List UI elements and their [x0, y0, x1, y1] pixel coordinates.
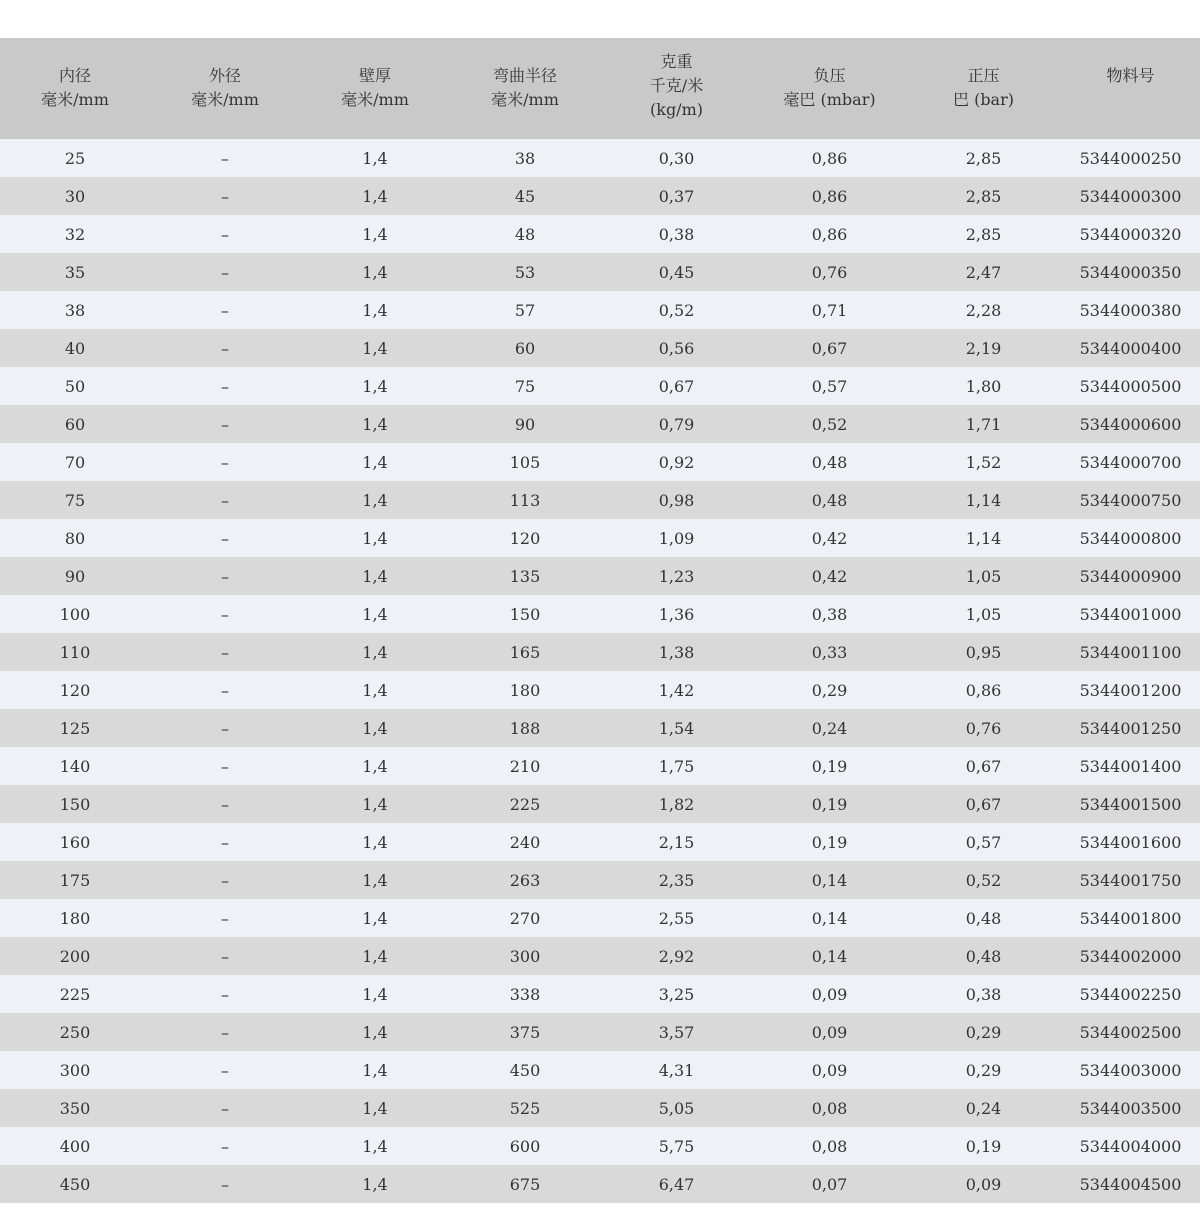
- header-outer-diameter: [150, 38, 300, 139]
- cell-material-number: 5344001500: [1061, 785, 1200, 823]
- cell-positive-pressure: 2,28: [906, 291, 1061, 329]
- table-row: [0, 785, 1200, 823]
- cell-material-number: 5344000250: [1061, 139, 1200, 177]
- cell-inner-diameter: 175: [0, 861, 150, 899]
- table-row: [0, 253, 1200, 291]
- cell-negative-pressure: 0,86: [753, 139, 906, 177]
- cell-bend-radius: 225: [450, 785, 600, 823]
- cell-material-number: 5344001200: [1061, 671, 1200, 709]
- cell-negative-pressure: 0,52: [753, 405, 906, 443]
- header-line: 毫米/mm: [191, 90, 259, 109]
- table-row: [0, 1165, 1200, 1203]
- cell-inner-diameter: 200: [0, 937, 150, 975]
- cell-weight: 1,09: [600, 519, 753, 557]
- cell-weight: 0,45: [600, 253, 753, 291]
- header-positive-pressure: [906, 38, 1061, 139]
- cell-wall-thickness: 1,4: [300, 595, 450, 633]
- header-line: 壁厚: [358, 66, 391, 85]
- cell-material-number: 5344000500: [1061, 367, 1200, 405]
- cell-positive-pressure: 0,86: [906, 671, 1061, 709]
- cell-weight: 6,47: [600, 1165, 753, 1203]
- cell-outer-diameter: –: [150, 823, 300, 861]
- cell-negative-pressure: 0,38: [753, 595, 906, 633]
- cell-negative-pressure: 0,86: [753, 177, 906, 215]
- header-line: 负压: [813, 66, 846, 85]
- cell-negative-pressure: 0,14: [753, 899, 906, 937]
- cell-inner-diameter: 50: [0, 367, 150, 405]
- cell-negative-pressure: 0,14: [753, 861, 906, 899]
- table-row: [0, 519, 1200, 557]
- cell-weight: 0,56: [600, 329, 753, 367]
- cell-wall-thickness: 1,4: [300, 823, 450, 861]
- cell-inner-diameter: 120: [0, 671, 150, 709]
- cell-positive-pressure: 0,52: [906, 861, 1061, 899]
- cell-wall-thickness: 1,4: [300, 405, 450, 443]
- header-line: 弯曲半径: [492, 66, 557, 85]
- cell-bend-radius: 525: [450, 1089, 600, 1127]
- cell-wall-thickness: 1,4: [300, 671, 450, 709]
- cell-bend-radius: 38: [450, 139, 600, 177]
- cell-inner-diameter: 25: [0, 139, 150, 177]
- cell-outer-diameter: –: [150, 671, 300, 709]
- cell-positive-pressure: 1,71: [906, 405, 1061, 443]
- cell-negative-pressure: 0,86: [753, 215, 906, 253]
- cell-positive-pressure: 1,05: [906, 595, 1061, 633]
- cell-inner-diameter: 70: [0, 443, 150, 481]
- cell-material-number: 5344001100: [1061, 633, 1200, 671]
- table-row: [0, 937, 1200, 975]
- cell-negative-pressure: 0,07: [753, 1165, 906, 1203]
- cell-outer-diameter: –: [150, 1013, 300, 1051]
- table-row: [0, 1013, 1200, 1051]
- cell-wall-thickness: 1,4: [300, 1013, 450, 1051]
- cell-outer-diameter: –: [150, 709, 300, 747]
- cell-weight: 1,36: [600, 595, 753, 633]
- cell-bend-radius: 60: [450, 329, 600, 367]
- table-row: [0, 177, 1200, 215]
- cell-bend-radius: 210: [450, 747, 600, 785]
- cell-weight: 4,31: [600, 1051, 753, 1089]
- cell-outer-diameter: –: [150, 405, 300, 443]
- cell-material-number: 5344000900: [1061, 557, 1200, 595]
- header-line: 毫米/mm: [41, 90, 109, 109]
- cell-inner-diameter: 450: [0, 1165, 150, 1203]
- table-row: [0, 405, 1200, 443]
- cell-outer-diameter: –: [150, 139, 300, 177]
- cell-material-number: 5344004500: [1061, 1165, 1200, 1203]
- cell-inner-diameter: 250: [0, 1013, 150, 1051]
- cell-positive-pressure: 0,76: [906, 709, 1061, 747]
- cell-wall-thickness: 1,4: [300, 633, 450, 671]
- cell-wall-thickness: 1,4: [300, 1089, 450, 1127]
- cell-outer-diameter: –: [150, 975, 300, 1013]
- cell-outer-diameter: –: [150, 785, 300, 823]
- cell-weight: 0,79: [600, 405, 753, 443]
- cell-inner-diameter: 400: [0, 1127, 150, 1165]
- cell-positive-pressure: 0,57: [906, 823, 1061, 861]
- cell-inner-diameter: 150: [0, 785, 150, 823]
- header-row: [0, 38, 1200, 139]
- cell-weight: 0,67: [600, 367, 753, 405]
- header-line: 巴 (bar): [952, 90, 1014, 109]
- cell-wall-thickness: 1,4: [300, 709, 450, 747]
- cell-bend-radius: 53: [450, 253, 600, 291]
- cell-bend-radius: 600: [450, 1127, 600, 1165]
- cell-wall-thickness: 1,4: [300, 861, 450, 899]
- cell-outer-diameter: –: [150, 1127, 300, 1165]
- cell-positive-pressure: 0,38: [906, 975, 1061, 1013]
- header-line: 毫巴 (mbar): [783, 90, 876, 109]
- cell-wall-thickness: 1,4: [300, 557, 450, 595]
- cell-wall-thickness: 1,4: [300, 329, 450, 367]
- header-line: 千克/米: [649, 76, 704, 95]
- cell-outer-diameter: –: [150, 367, 300, 405]
- cell-negative-pressure: 0,09: [753, 1051, 906, 1089]
- cell-negative-pressure: 0,29: [753, 671, 906, 709]
- cell-weight: 0,30: [600, 139, 753, 177]
- cell-negative-pressure: 0,67: [753, 329, 906, 367]
- cell-negative-pressure: 0,33: [753, 633, 906, 671]
- cell-material-number: 5344000600: [1061, 405, 1200, 443]
- cell-positive-pressure: 2,47: [906, 253, 1061, 291]
- cell-outer-diameter: –: [150, 291, 300, 329]
- cell-material-number: 5344000350: [1061, 253, 1200, 291]
- cell-material-number: 5344000750: [1061, 481, 1200, 519]
- cell-weight: 0,37: [600, 177, 753, 215]
- header-bend-radius: [450, 38, 600, 139]
- header-line: 外径: [208, 66, 241, 85]
- cell-wall-thickness: 1,4: [300, 1127, 450, 1165]
- cell-bend-radius: 75: [450, 367, 600, 405]
- cell-inner-diameter: 80: [0, 519, 150, 557]
- header-line: 毫米/mm: [491, 90, 559, 109]
- cell-bend-radius: 263: [450, 861, 600, 899]
- cell-bend-radius: 188: [450, 709, 600, 747]
- cell-inner-diameter: 140: [0, 747, 150, 785]
- table-row: [0, 443, 1200, 481]
- cell-positive-pressure: 2,85: [906, 139, 1061, 177]
- cell-wall-thickness: 1,4: [300, 975, 450, 1013]
- cell-negative-pressure: 0,19: [753, 823, 906, 861]
- table-row: [0, 1089, 1200, 1127]
- cell-outer-diameter: –: [150, 329, 300, 367]
- cell-outer-diameter: –: [150, 1089, 300, 1127]
- table-body: [0, 139, 1200, 1203]
- cell-bend-radius: 240: [450, 823, 600, 861]
- cell-negative-pressure: 0,48: [753, 481, 906, 519]
- cell-negative-pressure: 0,14: [753, 937, 906, 975]
- cell-weight: 1,82: [600, 785, 753, 823]
- cell-material-number: 5344002250: [1061, 975, 1200, 1013]
- cell-wall-thickness: 1,4: [300, 291, 450, 329]
- cell-positive-pressure: 0,19: [906, 1127, 1061, 1165]
- cell-wall-thickness: 1,4: [300, 481, 450, 519]
- cell-inner-diameter: 90: [0, 557, 150, 595]
- cell-positive-pressure: 0,48: [906, 899, 1061, 937]
- cell-positive-pressure: 1,14: [906, 519, 1061, 557]
- cell-outer-diameter: –: [150, 899, 300, 937]
- cell-outer-diameter: –: [150, 557, 300, 595]
- cell-material-number: 5344001800: [1061, 899, 1200, 937]
- cell-material-number: 5344000400: [1061, 329, 1200, 367]
- header-line: 克重: [660, 52, 693, 71]
- cell-inner-diameter: 60: [0, 405, 150, 443]
- cell-positive-pressure: 1,14: [906, 481, 1061, 519]
- table-row: [0, 747, 1200, 785]
- cell-inner-diameter: 180: [0, 899, 150, 937]
- cell-material-number: 5344001000: [1061, 595, 1200, 633]
- table-header: [0, 38, 1200, 139]
- cell-outer-diameter: –: [150, 1165, 300, 1203]
- cell-inner-diameter: 35: [0, 253, 150, 291]
- cell-weight: 1,38: [600, 633, 753, 671]
- cell-weight: 1,75: [600, 747, 753, 785]
- cell-outer-diameter: –: [150, 595, 300, 633]
- cell-wall-thickness: 1,4: [300, 443, 450, 481]
- table-row: [0, 633, 1200, 671]
- cell-outer-diameter: –: [150, 443, 300, 481]
- table-row: [0, 709, 1200, 747]
- cell-weight: 2,55: [600, 899, 753, 937]
- cell-wall-thickness: 1,4: [300, 1051, 450, 1089]
- cell-outer-diameter: –: [150, 215, 300, 253]
- header-material-number: [1061, 38, 1200, 139]
- table-row: [0, 557, 1200, 595]
- header-line: (kg/m): [650, 100, 703, 119]
- cell-negative-pressure: 0,71: [753, 291, 906, 329]
- cell-material-number: 5344000300: [1061, 177, 1200, 215]
- cell-weight: 5,05: [600, 1089, 753, 1127]
- cell-negative-pressure: 0,76: [753, 253, 906, 291]
- spec-table: [0, 38, 1200, 1203]
- cell-negative-pressure: 0,19: [753, 747, 906, 785]
- cell-material-number: 5344001750: [1061, 861, 1200, 899]
- table-row: [0, 215, 1200, 253]
- table-row: [0, 329, 1200, 367]
- cell-negative-pressure: 0,08: [753, 1089, 906, 1127]
- table-row: [0, 823, 1200, 861]
- cell-inner-diameter: 110: [0, 633, 150, 671]
- cell-inner-diameter: 32: [0, 215, 150, 253]
- cell-weight: 5,75: [600, 1127, 753, 1165]
- cell-wall-thickness: 1,4: [300, 367, 450, 405]
- cell-inner-diameter: 38: [0, 291, 150, 329]
- cell-positive-pressure: 0,48: [906, 937, 1061, 975]
- cell-material-number: 5344002500: [1061, 1013, 1200, 1051]
- cell-material-number: 5344001600: [1061, 823, 1200, 861]
- cell-weight: 0,92: [600, 443, 753, 481]
- cell-bend-radius: 113: [450, 481, 600, 519]
- cell-weight: 1,54: [600, 709, 753, 747]
- cell-wall-thickness: 1,4: [300, 253, 450, 291]
- cell-bend-radius: 300: [450, 937, 600, 975]
- cell-material-number: 5344001250: [1061, 709, 1200, 747]
- cell-outer-diameter: –: [150, 861, 300, 899]
- cell-bend-radius: 450: [450, 1051, 600, 1089]
- cell-weight: 0,98: [600, 481, 753, 519]
- cell-material-number: 5344003500: [1061, 1089, 1200, 1127]
- cell-positive-pressure: 2,85: [906, 177, 1061, 215]
- cell-material-number: 5344002000: [1061, 937, 1200, 975]
- table-row: [0, 367, 1200, 405]
- cell-wall-thickness: 1,4: [300, 899, 450, 937]
- cell-positive-pressure: 0,95: [906, 633, 1061, 671]
- table-row: [0, 975, 1200, 1013]
- cell-material-number: 5344000700: [1061, 443, 1200, 481]
- cell-bend-radius: 57: [450, 291, 600, 329]
- cell-outer-diameter: –: [150, 937, 300, 975]
- cell-inner-diameter: 350: [0, 1089, 150, 1127]
- cell-bend-radius: 165: [450, 633, 600, 671]
- cell-weight: 3,25: [600, 975, 753, 1013]
- cell-positive-pressure: 0,29: [906, 1013, 1061, 1051]
- cell-positive-pressure: 2,85: [906, 215, 1061, 253]
- table-row: [0, 899, 1200, 937]
- cell-material-number: 5344000380: [1061, 291, 1200, 329]
- cell-bend-radius: 90: [450, 405, 600, 443]
- cell-positive-pressure: 1,05: [906, 557, 1061, 595]
- table-row: [0, 481, 1200, 519]
- cell-material-number: 5344003000: [1061, 1051, 1200, 1089]
- cell-positive-pressure: 0,09: [906, 1165, 1061, 1203]
- cell-bend-radius: 180: [450, 671, 600, 709]
- cell-weight: 3,57: [600, 1013, 753, 1051]
- cell-wall-thickness: 1,4: [300, 215, 450, 253]
- cell-inner-diameter: 300: [0, 1051, 150, 1089]
- cell-material-number: 5344000800: [1061, 519, 1200, 557]
- cell-weight: 0,38: [600, 215, 753, 253]
- cell-bend-radius: 270: [450, 899, 600, 937]
- cell-inner-diameter: 40: [0, 329, 150, 367]
- header-line: 内径: [58, 66, 91, 85]
- cell-inner-diameter: 75: [0, 481, 150, 519]
- cell-bend-radius: 675: [450, 1165, 600, 1203]
- cell-wall-thickness: 1,4: [300, 937, 450, 975]
- cell-bend-radius: 338: [450, 975, 600, 1013]
- cell-material-number: 5344004000: [1061, 1127, 1200, 1165]
- cell-bend-radius: 120: [450, 519, 600, 557]
- cell-bend-radius: 105: [450, 443, 600, 481]
- cell-weight: 2,15: [600, 823, 753, 861]
- cell-negative-pressure: 0,24: [753, 709, 906, 747]
- cell-inner-diameter: 225: [0, 975, 150, 1013]
- cell-positive-pressure: 1,52: [906, 443, 1061, 481]
- cell-outer-diameter: –: [150, 481, 300, 519]
- cell-positive-pressure: 2,19: [906, 329, 1061, 367]
- cell-negative-pressure: 0,09: [753, 975, 906, 1013]
- cell-inner-diameter: 160: [0, 823, 150, 861]
- cell-weight: 1,23: [600, 557, 753, 595]
- cell-negative-pressure: 0,48: [753, 443, 906, 481]
- cell-bend-radius: 48: [450, 215, 600, 253]
- cell-bend-radius: 45: [450, 177, 600, 215]
- cell-outer-diameter: –: [150, 747, 300, 785]
- cell-positive-pressure: 0,67: [906, 747, 1061, 785]
- cell-negative-pressure: 0,19: [753, 785, 906, 823]
- cell-inner-diameter: 30: [0, 177, 150, 215]
- cell-material-number: 5344001400: [1061, 747, 1200, 785]
- cell-wall-thickness: 1,4: [300, 177, 450, 215]
- header-negative-pressure: [753, 38, 906, 139]
- cell-outer-diameter: –: [150, 177, 300, 215]
- cell-weight: 2,92: [600, 937, 753, 975]
- cell-negative-pressure: 0,08: [753, 1127, 906, 1165]
- header-weight: [600, 38, 753, 139]
- cell-bend-radius: 375: [450, 1013, 600, 1051]
- cell-positive-pressure: 0,29: [906, 1051, 1061, 1089]
- table-row: [0, 595, 1200, 633]
- table-row: [0, 671, 1200, 709]
- cell-negative-pressure: 0,57: [753, 367, 906, 405]
- header-wall-thickness: [300, 38, 450, 139]
- header-line: 物料号: [1106, 66, 1155, 85]
- cell-weight: 1,42: [600, 671, 753, 709]
- cell-positive-pressure: 0,67: [906, 785, 1061, 823]
- cell-outer-diameter: –: [150, 519, 300, 557]
- cell-bend-radius: 135: [450, 557, 600, 595]
- cell-positive-pressure: 0,24: [906, 1089, 1061, 1127]
- cell-bend-radius: 150: [450, 595, 600, 633]
- cell-negative-pressure: 0,42: [753, 557, 906, 595]
- cell-outer-diameter: –: [150, 633, 300, 671]
- table-row: [0, 139, 1200, 177]
- cell-positive-pressure: 1,80: [906, 367, 1061, 405]
- cell-weight: 2,35: [600, 861, 753, 899]
- cell-material-number: 5344000320: [1061, 215, 1200, 253]
- cell-weight: 0,52: [600, 291, 753, 329]
- cell-outer-diameter: –: [150, 1051, 300, 1089]
- header-line: 毫米/mm: [341, 90, 409, 109]
- cell-inner-diameter: 125: [0, 709, 150, 747]
- table-row: [0, 1127, 1200, 1165]
- cell-wall-thickness: 1,4: [300, 747, 450, 785]
- header-inner-diameter: [0, 38, 150, 139]
- cell-wall-thickness: 1,4: [300, 785, 450, 823]
- cell-wall-thickness: 1,4: [300, 139, 450, 177]
- cell-wall-thickness: 1,4: [300, 1165, 450, 1203]
- cell-negative-pressure: 0,42: [753, 519, 906, 557]
- cell-negative-pressure: 0,09: [753, 1013, 906, 1051]
- table-row: [0, 861, 1200, 899]
- cell-outer-diameter: –: [150, 253, 300, 291]
- table-row: [0, 1051, 1200, 1089]
- header-line: 正压: [967, 66, 1000, 85]
- table-row: [0, 291, 1200, 329]
- cell-wall-thickness: 1,4: [300, 519, 450, 557]
- cell-inner-diameter: 100: [0, 595, 150, 633]
